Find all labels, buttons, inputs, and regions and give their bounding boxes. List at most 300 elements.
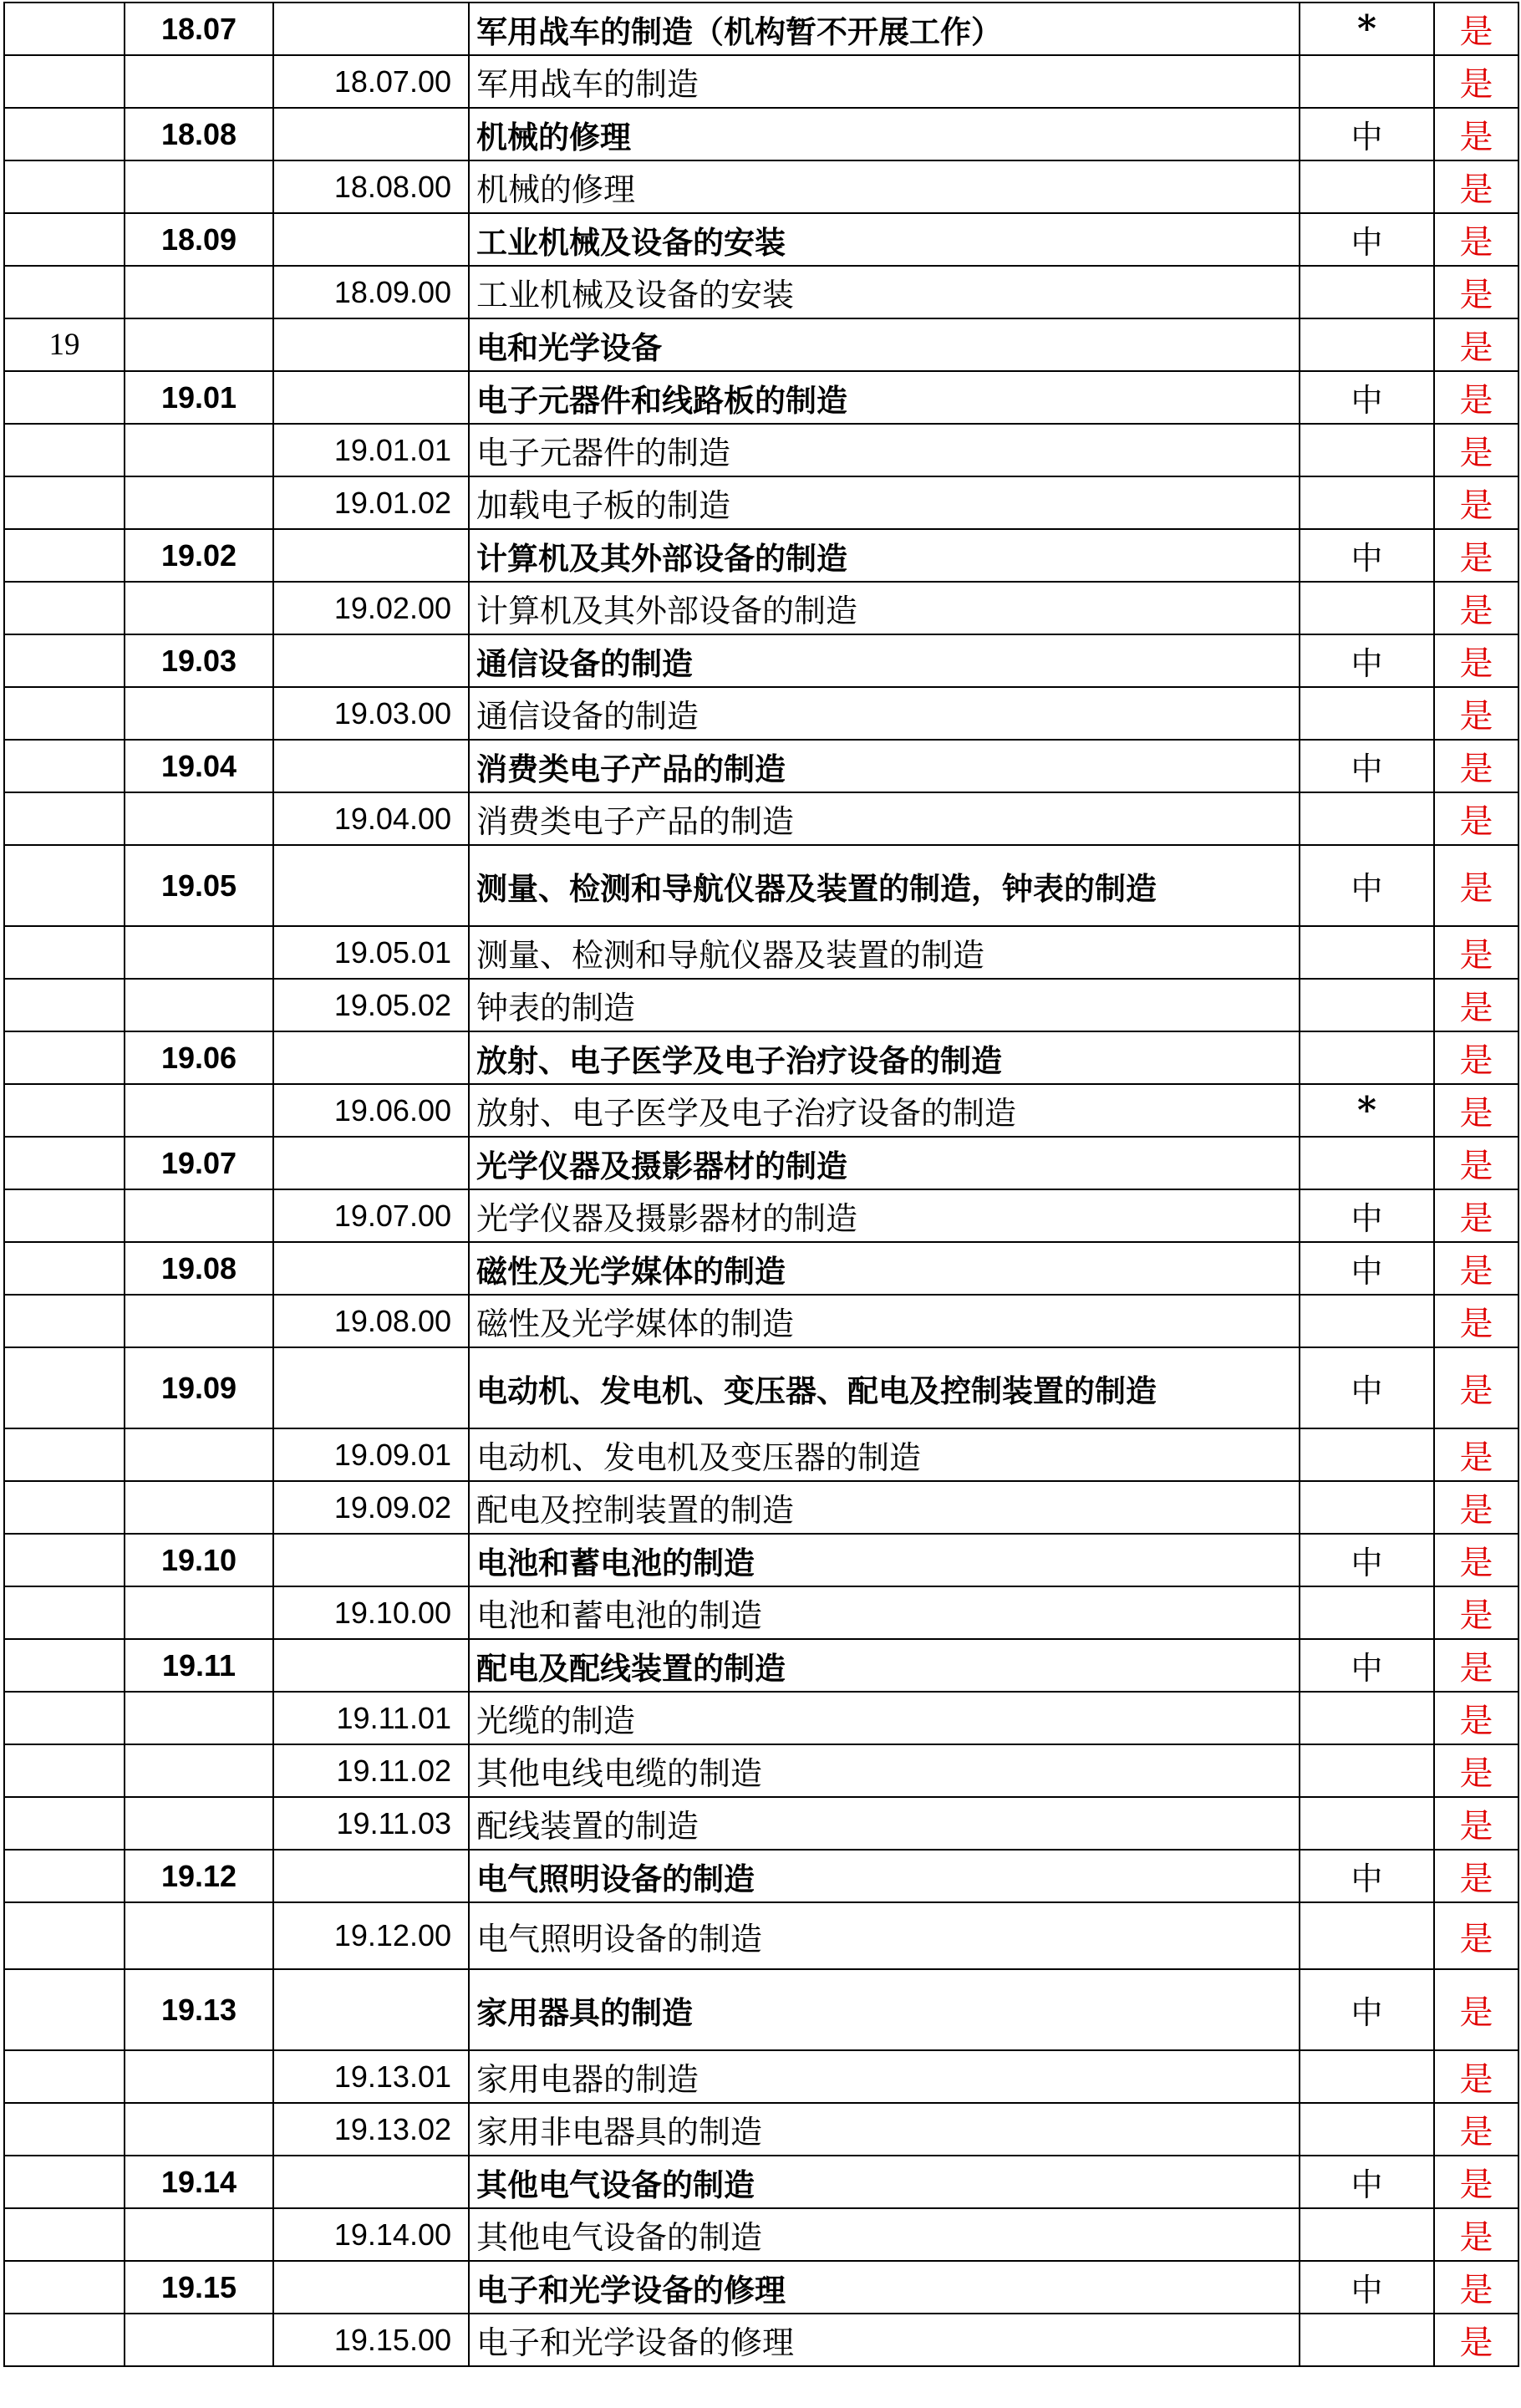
class-code-cell: 19.03.00 <box>273 687 469 740</box>
sector-number-cell <box>4 1137 125 1189</box>
class-code-cell <box>273 318 469 371</box>
sector-number-cell <box>4 266 125 318</box>
description-cell: 电子和光学设备的修理 <box>469 2261 1300 2314</box>
applicable-flag-cell: 是 <box>1434 213 1518 266</box>
table-row <box>4 108 1518 160</box>
division-code-cell: 19.15 <box>125 2261 273 2314</box>
table-row <box>4 1692 1518 1744</box>
applicable-flag-cell: 是 <box>1434 371 1518 424</box>
applicable-flag-cell: 是 <box>1434 1639 1518 1692</box>
risk-level-cell <box>1300 1428 1434 1481</box>
table-row <box>4 160 1518 213</box>
table-row <box>4 1295 1518 1347</box>
sector-number-cell <box>4 1692 125 1744</box>
table-row <box>4 2050 1518 2103</box>
division-code-cell: 19.11 <box>125 1639 273 1692</box>
risk-level-cell: 中 <box>1300 108 1434 160</box>
sector-number-cell <box>4 1242 125 1295</box>
applicable-flag-cell: 是 <box>1434 979 1518 1031</box>
description-cell: 军用战车的制造 <box>469 55 1300 108</box>
applicable-flag-cell: 是 <box>1434 1692 1518 1744</box>
description-cell: 电动机、发电机及变压器的制造 <box>469 1428 1300 1481</box>
sector-number-cell <box>4 2156 125 2208</box>
sector-number-cell <box>4 3 125 55</box>
sector-number-cell <box>4 1534 125 1586</box>
applicable-flag-cell: 是 <box>1434 1969 1518 2050</box>
applicable-flag-cell: 是 <box>1434 1481 1518 1534</box>
class-code-cell <box>273 1969 469 2050</box>
class-code-cell: 19.14.00 <box>273 2208 469 2261</box>
class-code-cell: 19.13.01 <box>273 2050 469 2103</box>
division-code-cell: 19.08 <box>125 1242 273 1295</box>
sector-number-cell <box>4 1189 125 1242</box>
table-row <box>4 1481 1518 1534</box>
applicable-flag-cell: 是 <box>1434 1295 1518 1347</box>
risk-level-cell <box>1300 1797 1434 1850</box>
sector-number-cell <box>4 979 125 1031</box>
risk-level-cell <box>1300 2208 1434 2261</box>
sector-number-cell <box>4 1969 125 2050</box>
table-row <box>4 582 1518 634</box>
division-code-cell: 18.07 <box>125 3 273 55</box>
risk-level-cell: 中 <box>1300 213 1434 266</box>
table-row <box>4 1242 1518 1295</box>
table-row <box>4 1969 1518 2050</box>
division-code-cell <box>125 1295 273 1347</box>
table-row <box>4 1137 1518 1189</box>
class-code-cell: 19.15.00 <box>273 2314 469 2366</box>
applicable-flag-cell: 是 <box>1434 1428 1518 1481</box>
risk-level-cell: * <box>1300 3 1434 55</box>
division-code-cell <box>125 2208 273 2261</box>
division-code-cell <box>125 2314 273 2366</box>
risk-level-cell <box>1300 318 1434 371</box>
table-row <box>4 2156 1518 2208</box>
description-cell: 军用战车的制造（机构暂不开展工作） <box>469 3 1300 55</box>
class-code-cell <box>273 1031 469 1084</box>
table-row <box>4 687 1518 740</box>
sector-number-cell <box>4 1031 125 1084</box>
table-row <box>4 1084 1518 1137</box>
table-row <box>4 979 1518 1031</box>
risk-level-cell <box>1300 1481 1434 1534</box>
risk-level-cell <box>1300 1692 1434 1744</box>
description-cell: 机械的修理 <box>469 108 1300 160</box>
risk-level-cell <box>1300 1031 1434 1084</box>
description-cell: 配电及配线装置的制造 <box>469 1639 1300 1692</box>
table-row <box>4 213 1518 266</box>
risk-level-cell <box>1300 582 1434 634</box>
table-row <box>4 1797 1518 1850</box>
description-cell: 磁性及光学媒体的制造 <box>469 1295 1300 1347</box>
table-row <box>4 926 1518 979</box>
risk-level-cell <box>1300 1295 1434 1347</box>
division-code-cell <box>125 266 273 318</box>
table-row <box>4 1031 1518 1084</box>
table-row <box>4 1534 1518 1586</box>
applicable-flag-cell: 是 <box>1434 1797 1518 1850</box>
class-code-cell: 19.13.02 <box>273 2103 469 2156</box>
description-cell: 电气照明设备的制造 <box>469 1850 1300 1902</box>
risk-level-cell: 中 <box>1300 2156 1434 2208</box>
class-code-cell: 19.09.01 <box>273 1428 469 1481</box>
applicable-flag-cell: 是 <box>1434 529 1518 582</box>
division-code-cell <box>125 926 273 979</box>
division-code-cell: 19.13 <box>125 1969 273 2050</box>
class-code-cell: 18.07.00 <box>273 55 469 108</box>
sector-number-cell <box>4 1744 125 1797</box>
description-cell: 电子元器件的制造 <box>469 424 1300 476</box>
risk-level-cell <box>1300 1902 1434 1969</box>
class-code-cell <box>273 3 469 55</box>
description-cell: 机械的修理 <box>469 160 1300 213</box>
risk-level-cell: 中 <box>1300 1969 1434 2050</box>
division-code-cell <box>125 1189 273 1242</box>
class-code-cell: 19.05.02 <box>273 979 469 1031</box>
sector-number-cell <box>4 1428 125 1481</box>
class-code-cell <box>273 213 469 266</box>
risk-level-cell: 中 <box>1300 1189 1434 1242</box>
sector-number-cell <box>4 1639 125 1692</box>
sector-number-cell <box>4 424 125 476</box>
division-code-cell <box>125 1902 273 1969</box>
description-cell: 通信设备的制造 <box>469 687 1300 740</box>
table-row <box>4 2261 1518 2314</box>
division-code-cell <box>125 318 273 371</box>
risk-level-cell <box>1300 792 1434 845</box>
class-code-cell: 18.08.00 <box>273 160 469 213</box>
table-row <box>4 2208 1518 2261</box>
description-cell: 测量、检测和导航仪器及装置的制造 <box>469 926 1300 979</box>
class-code-cell <box>273 740 469 792</box>
risk-level-cell <box>1300 2314 1434 2366</box>
description-cell: 加载电子板的制造 <box>469 476 1300 529</box>
division-code-cell <box>125 1481 273 1534</box>
description-cell: 放射、电子医学及电子治疗设备的制造 <box>469 1084 1300 1137</box>
sector-number-cell <box>4 1295 125 1347</box>
risk-level-cell: 中 <box>1300 2261 1434 2314</box>
risk-level-cell <box>1300 1137 1434 1189</box>
sector-number-cell <box>4 634 125 687</box>
sector-number-cell <box>4 1797 125 1850</box>
table-row <box>4 476 1518 529</box>
description-cell: 计算机及其外部设备的制造 <box>469 582 1300 634</box>
division-code-cell: 19.09 <box>125 1347 273 1428</box>
applicable-flag-cell: 是 <box>1434 1031 1518 1084</box>
risk-level-cell: 中 <box>1300 740 1434 792</box>
class-code-cell <box>273 371 469 424</box>
division-code-cell <box>125 2050 273 2103</box>
applicable-flag-cell: 是 <box>1434 845 1518 926</box>
risk-level-cell <box>1300 1586 1434 1639</box>
applicable-flag-cell: 是 <box>1434 2314 1518 2366</box>
applicable-flag-cell: 是 <box>1434 3 1518 55</box>
applicable-flag-cell: 是 <box>1434 1242 1518 1295</box>
applicable-flag-cell: 是 <box>1434 266 1518 318</box>
division-code-cell: 19.14 <box>125 2156 273 2208</box>
description-cell: 电子元器件和线路板的制造 <box>469 371 1300 424</box>
division-code-cell: 19.02 <box>125 529 273 582</box>
class-code-cell: 19.01.01 <box>273 424 469 476</box>
risk-level-cell: 中 <box>1300 1639 1434 1692</box>
class-code-cell <box>273 1534 469 1586</box>
class-code-cell <box>273 529 469 582</box>
table-row <box>4 2314 1518 2366</box>
class-code-cell <box>273 634 469 687</box>
table-row <box>4 55 1518 108</box>
sector-number-cell: 19 <box>4 318 125 371</box>
applicable-flag-cell: 是 <box>1434 582 1518 634</box>
class-code-cell <box>273 1850 469 1902</box>
class-code-cell: 19.11.02 <box>273 1744 469 1797</box>
description-cell: 配线装置的制造 <box>469 1797 1300 1850</box>
division-code-cell <box>125 424 273 476</box>
class-code-cell: 19.02.00 <box>273 582 469 634</box>
division-code-cell <box>125 2103 273 2156</box>
table-row <box>4 529 1518 582</box>
description-cell: 电子和光学设备的修理 <box>469 2314 1300 2366</box>
sector-number-cell <box>4 2103 125 2156</box>
description-cell: 测量、检测和导航仪器及装置的制造，钟表的制造 <box>469 845 1300 926</box>
description-cell: 光学仪器及摄影器材的制造 <box>469 1189 1300 1242</box>
sector-number-cell <box>4 55 125 108</box>
division-code-cell <box>125 582 273 634</box>
division-code-cell <box>125 1428 273 1481</box>
sector-number-cell <box>4 2261 125 2314</box>
table-row <box>4 1347 1518 1428</box>
division-code-cell: 19.05 <box>125 845 273 926</box>
risk-level-cell: 中 <box>1300 1347 1434 1428</box>
division-code-cell <box>125 1797 273 1850</box>
description-cell: 计算机及其外部设备的制造 <box>469 529 1300 582</box>
applicable-flag-cell: 是 <box>1434 1347 1518 1428</box>
class-code-cell: 19.12.00 <box>273 1902 469 1969</box>
sector-number-cell <box>4 2208 125 2261</box>
sector-number-cell <box>4 1481 125 1534</box>
division-code-cell <box>125 160 273 213</box>
class-code-cell: 19.01.02 <box>273 476 469 529</box>
applicable-flag-cell: 是 <box>1434 1137 1518 1189</box>
risk-level-cell <box>1300 2050 1434 2103</box>
table-row <box>4 1850 1518 1902</box>
division-code-cell: 19.07 <box>125 1137 273 1189</box>
class-code-cell <box>273 1137 469 1189</box>
sector-number-cell <box>4 1850 125 1902</box>
table-row <box>4 371 1518 424</box>
applicable-flag-cell: 是 <box>1434 1084 1518 1137</box>
table-row <box>4 1902 1518 1969</box>
description-cell: 通信设备的制造 <box>469 634 1300 687</box>
description-cell: 电气照明设备的制造 <box>469 1902 1300 1969</box>
risk-level-cell <box>1300 424 1434 476</box>
division-code-cell <box>125 1744 273 1797</box>
description-cell: 电池和蓄电池的制造 <box>469 1534 1300 1586</box>
sector-number-cell <box>4 108 125 160</box>
sector-number-cell <box>4 2314 125 2366</box>
description-cell: 家用非电器具的制造 <box>469 2103 1300 2156</box>
risk-level-cell <box>1300 2103 1434 2156</box>
division-code-cell <box>125 1692 273 1744</box>
description-cell: 家用电器的制造 <box>469 2050 1300 2103</box>
risk-level-cell: 中 <box>1300 1850 1434 1902</box>
class-code-cell <box>273 1347 469 1428</box>
risk-level-cell <box>1300 687 1434 740</box>
applicable-flag-cell: 是 <box>1434 2261 1518 2314</box>
applicable-flag-cell: 是 <box>1434 318 1518 371</box>
division-code-cell: 19.06 <box>125 1031 273 1084</box>
division-code-cell <box>125 55 273 108</box>
description-cell: 光缆的制造 <box>469 1692 1300 1744</box>
sector-number-cell <box>4 926 125 979</box>
applicable-flag-cell: 是 <box>1434 476 1518 529</box>
applicable-flag-cell: 是 <box>1434 108 1518 160</box>
table-row <box>4 2103 1518 2156</box>
class-code-cell <box>273 108 469 160</box>
class-code-cell: 19.06.00 <box>273 1084 469 1137</box>
sector-number-cell <box>4 740 125 792</box>
description-cell: 其他电气设备的制造 <box>469 2208 1300 2261</box>
class-code-cell: 19.11.03 <box>273 1797 469 1850</box>
applicable-flag-cell: 是 <box>1434 1586 1518 1639</box>
risk-level-cell: 中 <box>1300 371 1434 424</box>
applicable-flag-cell: 是 <box>1434 2103 1518 2156</box>
risk-level-cell: * <box>1300 1084 1434 1137</box>
table-body <box>4 3 1518 2366</box>
division-code-cell <box>125 1084 273 1137</box>
applicable-flag-cell: 是 <box>1434 1850 1518 1902</box>
description-cell: 工业机械及设备的安装 <box>469 213 1300 266</box>
risk-level-cell: 中 <box>1300 529 1434 582</box>
table-row <box>4 845 1518 926</box>
division-code-cell: 18.09 <box>125 213 273 266</box>
class-code-cell: 19.04.00 <box>273 792 469 845</box>
applicable-flag-cell: 是 <box>1434 55 1518 108</box>
applicable-flag-cell: 是 <box>1434 2050 1518 2103</box>
class-code-cell: 19.08.00 <box>273 1295 469 1347</box>
sector-number-cell <box>4 2050 125 2103</box>
applicable-flag-cell: 是 <box>1434 687 1518 740</box>
class-code-cell <box>273 2156 469 2208</box>
applicable-flag-cell: 是 <box>1434 2156 1518 2208</box>
table-row <box>4 634 1518 687</box>
description-cell: 消费类电子产品的制造 <box>469 792 1300 845</box>
applicable-flag-cell: 是 <box>1434 634 1518 687</box>
risk-level-cell: 中 <box>1300 634 1434 687</box>
table-row <box>4 1744 1518 1797</box>
class-code-cell: 19.09.02 <box>273 1481 469 1534</box>
sector-number-cell <box>4 1586 125 1639</box>
sector-number-cell <box>4 1347 125 1428</box>
applicable-flag-cell: 是 <box>1434 424 1518 476</box>
description-cell: 工业机械及设备的安装 <box>469 266 1300 318</box>
table-row <box>4 1189 1518 1242</box>
applicable-flag-cell: 是 <box>1434 1189 1518 1242</box>
division-code-cell: 19.10 <box>125 1534 273 1586</box>
description-cell: 钟表的制造 <box>469 979 1300 1031</box>
applicable-flag-cell: 是 <box>1434 926 1518 979</box>
sector-number-cell <box>4 845 125 926</box>
applicable-flag-cell: 是 <box>1434 1534 1518 1586</box>
class-code-cell: 19.05.01 <box>273 926 469 979</box>
risk-level-cell <box>1300 266 1434 318</box>
applicable-flag-cell: 是 <box>1434 1902 1518 1969</box>
applicable-flag-cell: 是 <box>1434 2208 1518 2261</box>
table-row <box>4 740 1518 792</box>
division-code-cell <box>125 792 273 845</box>
table-row <box>4 318 1518 371</box>
sector-number-cell <box>4 160 125 213</box>
class-code-cell <box>273 845 469 926</box>
division-code-cell: 19.01 <box>125 371 273 424</box>
description-cell: 电池和蓄电池的制造 <box>469 1586 1300 1639</box>
applicable-flag-cell: 是 <box>1434 740 1518 792</box>
division-code-cell: 19.12 <box>125 1850 273 1902</box>
division-code-cell <box>125 476 273 529</box>
description-cell: 光学仪器及摄影器材的制造 <box>469 1137 1300 1189</box>
class-code-cell: 19.11.01 <box>273 1692 469 1744</box>
applicable-flag-cell: 是 <box>1434 1744 1518 1797</box>
class-code-cell: 18.09.00 <box>273 266 469 318</box>
division-code-cell <box>125 687 273 740</box>
risk-level-cell: 中 <box>1300 1534 1434 1586</box>
description-cell: 磁性及光学媒体的制造 <box>469 1242 1300 1295</box>
table-row <box>4 424 1518 476</box>
table-row <box>4 266 1518 318</box>
risk-level-cell: 中 <box>1300 1242 1434 1295</box>
division-code-cell: 19.03 <box>125 634 273 687</box>
risk-level-cell <box>1300 979 1434 1031</box>
class-code-cell: 19.10.00 <box>273 1586 469 1639</box>
sector-number-cell <box>4 792 125 845</box>
class-code-cell: 19.07.00 <box>273 1189 469 1242</box>
division-code-cell <box>125 979 273 1031</box>
risk-level-cell <box>1300 55 1434 108</box>
description-cell: 其他电线电缆的制造 <box>469 1744 1300 1797</box>
sector-number-cell <box>4 687 125 740</box>
description-cell: 放射、电子医学及电子治疗设备的制造 <box>469 1031 1300 1084</box>
description-cell: 消费类电子产品的制造 <box>469 740 1300 792</box>
risk-level-cell <box>1300 1744 1434 1797</box>
sector-number-cell <box>4 582 125 634</box>
table-row <box>4 1428 1518 1481</box>
sector-number-cell <box>4 1902 125 1969</box>
table-row <box>4 3 1518 55</box>
applicable-flag-cell: 是 <box>1434 792 1518 845</box>
sector-number-cell <box>4 529 125 582</box>
description-cell: 其他电气设备的制造 <box>469 2156 1300 2208</box>
sector-number-cell <box>4 371 125 424</box>
table-row <box>4 1586 1518 1639</box>
description-cell: 电动机、发电机、变压器、配电及控制装置的制造 <box>469 1347 1300 1428</box>
description-cell: 配电及控制装置的制造 <box>469 1481 1300 1534</box>
class-code-cell <box>273 1242 469 1295</box>
risk-level-cell: 中 <box>1300 845 1434 926</box>
industry-code-table <box>3 2 1519 2367</box>
risk-level-cell <box>1300 926 1434 979</box>
sector-number-cell <box>4 213 125 266</box>
table-row <box>4 1639 1518 1692</box>
risk-level-cell <box>1300 476 1434 529</box>
division-code-cell <box>125 1586 273 1639</box>
division-code-cell: 19.04 <box>125 740 273 792</box>
table-row <box>4 792 1518 845</box>
class-code-cell <box>273 2261 469 2314</box>
description-cell: 电和光学设备 <box>469 318 1300 371</box>
division-code-cell: 18.08 <box>125 108 273 160</box>
sector-number-cell <box>4 1084 125 1137</box>
risk-level-cell <box>1300 160 1434 213</box>
sector-number-cell <box>4 476 125 529</box>
